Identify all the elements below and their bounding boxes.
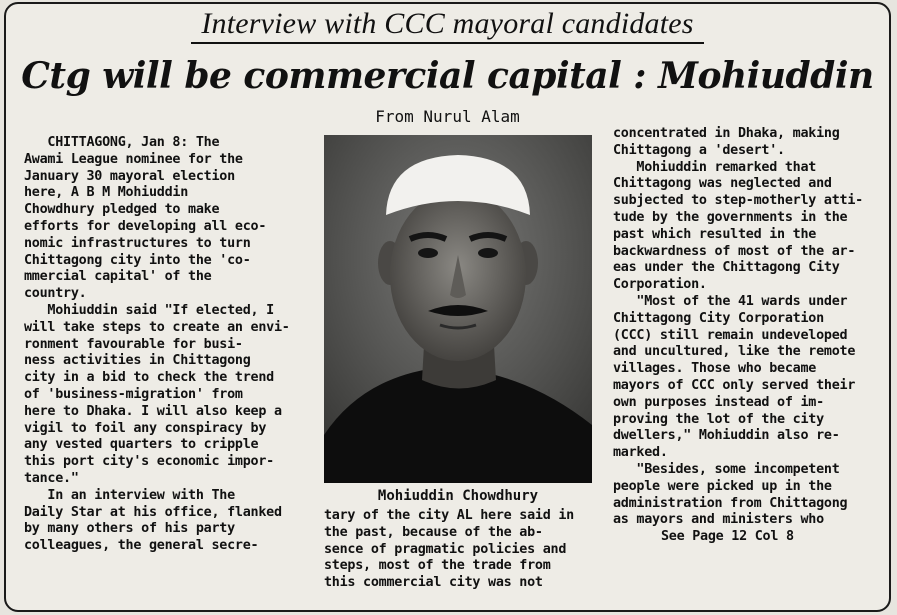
text-line: own purposes instead of im- — [613, 394, 824, 410]
text-line: Chittagong was neglected and — [613, 176, 832, 192]
text-line: Daily Star at his office, flanked — [24, 504, 282, 520]
text-line: nomic infrastructures to turn — [24, 235, 251, 251]
text-line: here to Dhaka. I will also keep a — [24, 403, 282, 419]
text-line: tary of the city AL here said in — [324, 508, 574, 523]
text-line: CHITTAGONG, Jan 8: The — [24, 135, 220, 150]
text-line: this port city's economic impor- — [24, 454, 274, 470]
text-line: efforts for developing all eco- — [24, 218, 267, 234]
text-line: eas under the Chittagong City — [613, 260, 840, 276]
text-line: "Most of the 41 wards under — [613, 293, 848, 309]
text-line: steps, most of the trade from — [324, 558, 551, 574]
text-line: any vested quarters to cripple — [24, 437, 259, 453]
text-line: concentrated in Dhaka, making — [613, 126, 840, 141]
text-line: Chittagong city into the 'co- — [24, 252, 251, 268]
text-line: country. — [24, 286, 87, 302]
text-line: administration from Chittagong — [613, 495, 848, 511]
text-line: tude by the governments in the — [613, 209, 848, 225]
article-column-2 — [324, 508, 592, 592]
text-line: marked. — [613, 445, 668, 461]
text-line: people were picked up in the — [613, 478, 832, 494]
text-line: Mohiuddin said "If elected, I — [24, 302, 274, 318]
text-line: will take steps to create an envi- — [24, 319, 290, 335]
text-line: vigil to foil any conspiracy by — [24, 420, 267, 436]
text-line: tance." — [24, 470, 79, 486]
text-line: colleagues, the general secre- — [24, 538, 259, 554]
text-line: In an interview with The — [24, 487, 235, 503]
text-line: backwardness of most of the ar- — [613, 243, 856, 259]
text-line: Corporation. — [613, 277, 707, 293]
text-line: and uncultured, like the remote — [613, 344, 856, 360]
text-line: city in a bid to check the trend — [24, 370, 274, 386]
photo-caption: Mohiuddin Chowdhury — [377, 488, 539, 504]
text-line: ness activities in Chittagong — [24, 353, 251, 369]
article-column-1 — [24, 135, 306, 555]
text-line: ronment favourable for busi- — [24, 336, 243, 352]
text-line: subjected to step-motherly atti- — [613, 193, 863, 209]
text-line: sence of pragmatic policies and — [324, 541, 567, 557]
text-line: the past, because of the ab- — [324, 524, 543, 540]
text-line: January 30 mayoral election — [24, 168, 235, 184]
text-line: by many others of his party — [24, 521, 235, 537]
text-line: (CCC) still remain undeveloped — [613, 327, 848, 343]
text-line: past which resulted in the — [613, 226, 817, 242]
text-line: Mohiuddin remarked that — [613, 159, 817, 175]
text-line: Chittagong City Corporation — [613, 310, 824, 326]
text-line: of 'business-migration' from — [24, 386, 243, 402]
text-line: Chittagong a 'desert'. — [613, 142, 785, 158]
article-column-3 — [613, 126, 891, 546]
text-line: here, A B M Mohiuddin — [24, 185, 189, 201]
byline: From Nurul Alam — [375, 107, 520, 126]
text-line: this commercial city was not — [324, 575, 543, 591]
text-line: "Besides, some incompetent — [613, 461, 840, 477]
text-line: dwellers," Mohiuddin also re- — [613, 428, 840, 444]
text-line: Chowdhury pledged to make — [24, 202, 220, 218]
text-line: as mayors and ministers who — [613, 512, 824, 528]
section-kicker — [6, 7, 889, 44]
continued-note: See Page 12 Col 8 — [661, 529, 794, 545]
text-line: mayors of CCC only served their — [613, 377, 856, 393]
text-line: Awami League nominee for the — [24, 151, 243, 167]
text-line: mmercial capital' of the — [24, 269, 212, 285]
headline: Ctg will be commercial capital : Mohiuddin — [21, 55, 874, 97]
portrait-photo-icon — [324, 135, 592, 483]
newspaper-clipping — [4, 2, 891, 612]
kicker-text: Interview with CCC mayoral candidates — [191, 7, 703, 44]
text-line: proving the lot of the city — [613, 411, 824, 427]
text-line: villages. Those who became — [613, 361, 817, 377]
